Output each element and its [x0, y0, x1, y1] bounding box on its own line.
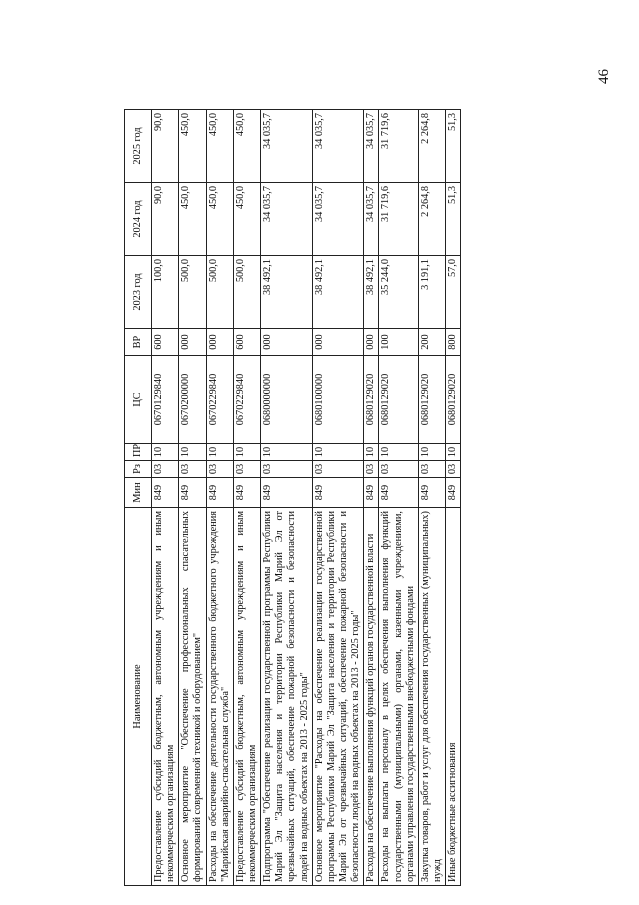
- row-rz: 03: [364, 461, 379, 478]
- table-header-row: [125, 110, 152, 886]
- row-2025: 2 264,8: [418, 110, 445, 183]
- row-2024: 34 035,7: [312, 183, 364, 256]
- row-2024: 90,0: [152, 183, 179, 256]
- row-vr: 800: [446, 329, 461, 356]
- row-name: Закупка товаров, работ и услуг для обеспечения государственных (муниципальных) нужд: [418, 508, 445, 886]
- row-pr: 10: [179, 444, 206, 461]
- row-vr: 000: [364, 329, 379, 356]
- row-2023: 500,0: [179, 256, 206, 329]
- row-2023: 57,0: [446, 256, 461, 329]
- row-rz: 03: [233, 461, 260, 478]
- row-pr: 10: [206, 444, 233, 461]
- row-cs: 0680100000: [312, 356, 364, 444]
- row-2023: 3 191,1: [418, 256, 445, 329]
- row-cs: 0680129020: [379, 356, 418, 444]
- row-2025: 450,0: [179, 110, 206, 183]
- row-vr: 000: [261, 329, 313, 356]
- row-name: Подпрограмма "Обеспечение реализации государственной программы Республики Марий Эл "Защита населения и территории Республики Марий Эл от чрезвычайных ситуаций, обеспечение пожарной безопасности и безопасности людей на водных объектах на 2013 - 2025 годы": [261, 508, 313, 886]
- row-name: Основное мероприятие "Обеспечение профессиональных спасательных формирований современной техникой и оборудованием": [179, 508, 206, 886]
- row-min: 849: [206, 478, 233, 508]
- header-min: Мин: [125, 478, 152, 508]
- row-min: 849: [364, 478, 379, 508]
- page-number: 46: [596, 69, 612, 84]
- row-rz: 03: [152, 461, 179, 478]
- row-name: Предоставление субсидий бюджетным, автономным учреждениям и иным некоммерческим организациям: [233, 508, 260, 886]
- row-name: Предоставление субсидий бюджетным, автономным учреждениям и иным некоммерческим организациям: [152, 508, 179, 886]
- table-row: [261, 110, 313, 886]
- row-2025: 450,0: [233, 110, 260, 183]
- row-2025: 90,0: [152, 110, 179, 183]
- row-vr: 200: [418, 329, 445, 356]
- row-2023: 38 492,1: [261, 256, 313, 329]
- row-2023: 100,0: [152, 256, 179, 329]
- table-row: [364, 110, 379, 886]
- header-rz: Рз: [125, 461, 152, 478]
- table-row: [206, 110, 233, 886]
- row-pr: 10: [152, 444, 179, 461]
- row-2024: 34 035,7: [261, 183, 313, 256]
- table-row: [446, 110, 461, 886]
- header-vr: ВР: [125, 329, 152, 356]
- row-name: Расходы на выплаты персоналу в целях обеспечения выполнения функций государственными (муниципальными) органами, казенными учреждениями, органами управления государственными внебюджетными фондами: [379, 508, 418, 886]
- header-cs: ЦС: [125, 356, 152, 444]
- row-rz: 03: [312, 461, 364, 478]
- row-vr: 000: [312, 329, 364, 356]
- row-min: 849: [152, 478, 179, 508]
- table-row: [233, 110, 260, 886]
- row-rz: 03: [179, 461, 206, 478]
- row-2025: 34 035,7: [261, 110, 313, 183]
- row-pr: 10: [364, 444, 379, 461]
- row-min: 849: [179, 478, 206, 508]
- row-2023: 35 244,0: [379, 256, 418, 329]
- row-2024: 2 264,8: [418, 183, 445, 256]
- row-2025: 34 035,7: [364, 110, 379, 183]
- row-2025: 31 719,6: [379, 110, 418, 183]
- row-2024: 34 035,7: [364, 183, 379, 256]
- budget-table: [124, 109, 461, 886]
- row-cs: 0680000000: [261, 356, 313, 444]
- row-vr: 000: [206, 329, 233, 356]
- row-2023: 500,0: [206, 256, 233, 329]
- row-cs: 0670229840: [233, 356, 260, 444]
- row-name: Иные бюджетные ассигнования: [446, 508, 461, 886]
- header-pr: ПР: [125, 444, 152, 461]
- row-vr: 100: [379, 329, 418, 356]
- row-2025: 450,0: [206, 110, 233, 183]
- row-rz: 03: [446, 461, 461, 478]
- row-min: 849: [418, 478, 445, 508]
- row-cs: 0670200000: [179, 356, 206, 444]
- row-vr: 600: [233, 329, 260, 356]
- row-name: Расходы на обеспечение выполнения функций органов государственной власти: [364, 508, 379, 886]
- row-pr: 10: [418, 444, 445, 461]
- header-name: Наименование: [125, 508, 152, 886]
- header-2024: 2024 год: [125, 183, 152, 256]
- row-pr: 10: [312, 444, 364, 461]
- table-row: [312, 110, 364, 886]
- row-2024: 450,0: [179, 183, 206, 256]
- header-2023: 2023 год: [125, 256, 152, 329]
- row-name: Основное мероприятие "Расходы на обеспечение реализации государственной программы Республики Марий Эл "Защита населения и территории Республики Марий Эл от чрезвычайных ситуаций, обеспечение пожарной безопасности и безопасности людей на водных объектах на 2013 - 2025 годы": [312, 508, 364, 886]
- table-row: [418, 110, 445, 886]
- row-min: 849: [312, 478, 364, 508]
- header-2025: 2025 год: [125, 110, 152, 183]
- table-row: [152, 110, 179, 886]
- row-rz: 03: [206, 461, 233, 478]
- row-2023: 38 492,1: [312, 256, 364, 329]
- table-row: [379, 110, 418, 886]
- row-2025: 34 035,7: [312, 110, 364, 183]
- table-row: [179, 110, 206, 886]
- row-rz: 03: [418, 461, 445, 478]
- row-2024: 31 719,6: [379, 183, 418, 256]
- row-min: 849: [233, 478, 260, 508]
- row-cs: 0670129840: [152, 356, 179, 444]
- row-name: Расходы на обеспечение деятельности государственного бюджетного учреждения "Марийская аварийно-спасательная служба": [206, 508, 233, 886]
- row-pr: 10: [233, 444, 260, 461]
- row-2024: 51,3: [446, 183, 461, 256]
- row-pr: 10: [379, 444, 418, 461]
- row-min: 849: [261, 478, 313, 508]
- row-min: 849: [379, 478, 418, 508]
- row-2024: 450,0: [206, 183, 233, 256]
- row-2024: 450,0: [233, 183, 260, 256]
- row-rz: 03: [261, 461, 313, 478]
- row-min: 849: [446, 478, 461, 508]
- row-vr: 600: [152, 329, 179, 356]
- row-pr: 10: [261, 444, 313, 461]
- row-cs: 0680129020: [446, 356, 461, 444]
- row-cs: 0680129020: [364, 356, 379, 444]
- row-vr: 000: [179, 329, 206, 356]
- row-2025: 51,3: [446, 110, 461, 183]
- row-cs: 0670229840: [206, 356, 233, 444]
- row-rz: 03: [379, 461, 418, 478]
- row-pr: 10: [446, 444, 461, 461]
- row-2023: 38 492,1: [364, 256, 379, 329]
- rotated-page-content: [124, 110, 558, 886]
- row-2023: 500,0: [233, 256, 260, 329]
- row-cs: 0680129020: [418, 356, 445, 444]
